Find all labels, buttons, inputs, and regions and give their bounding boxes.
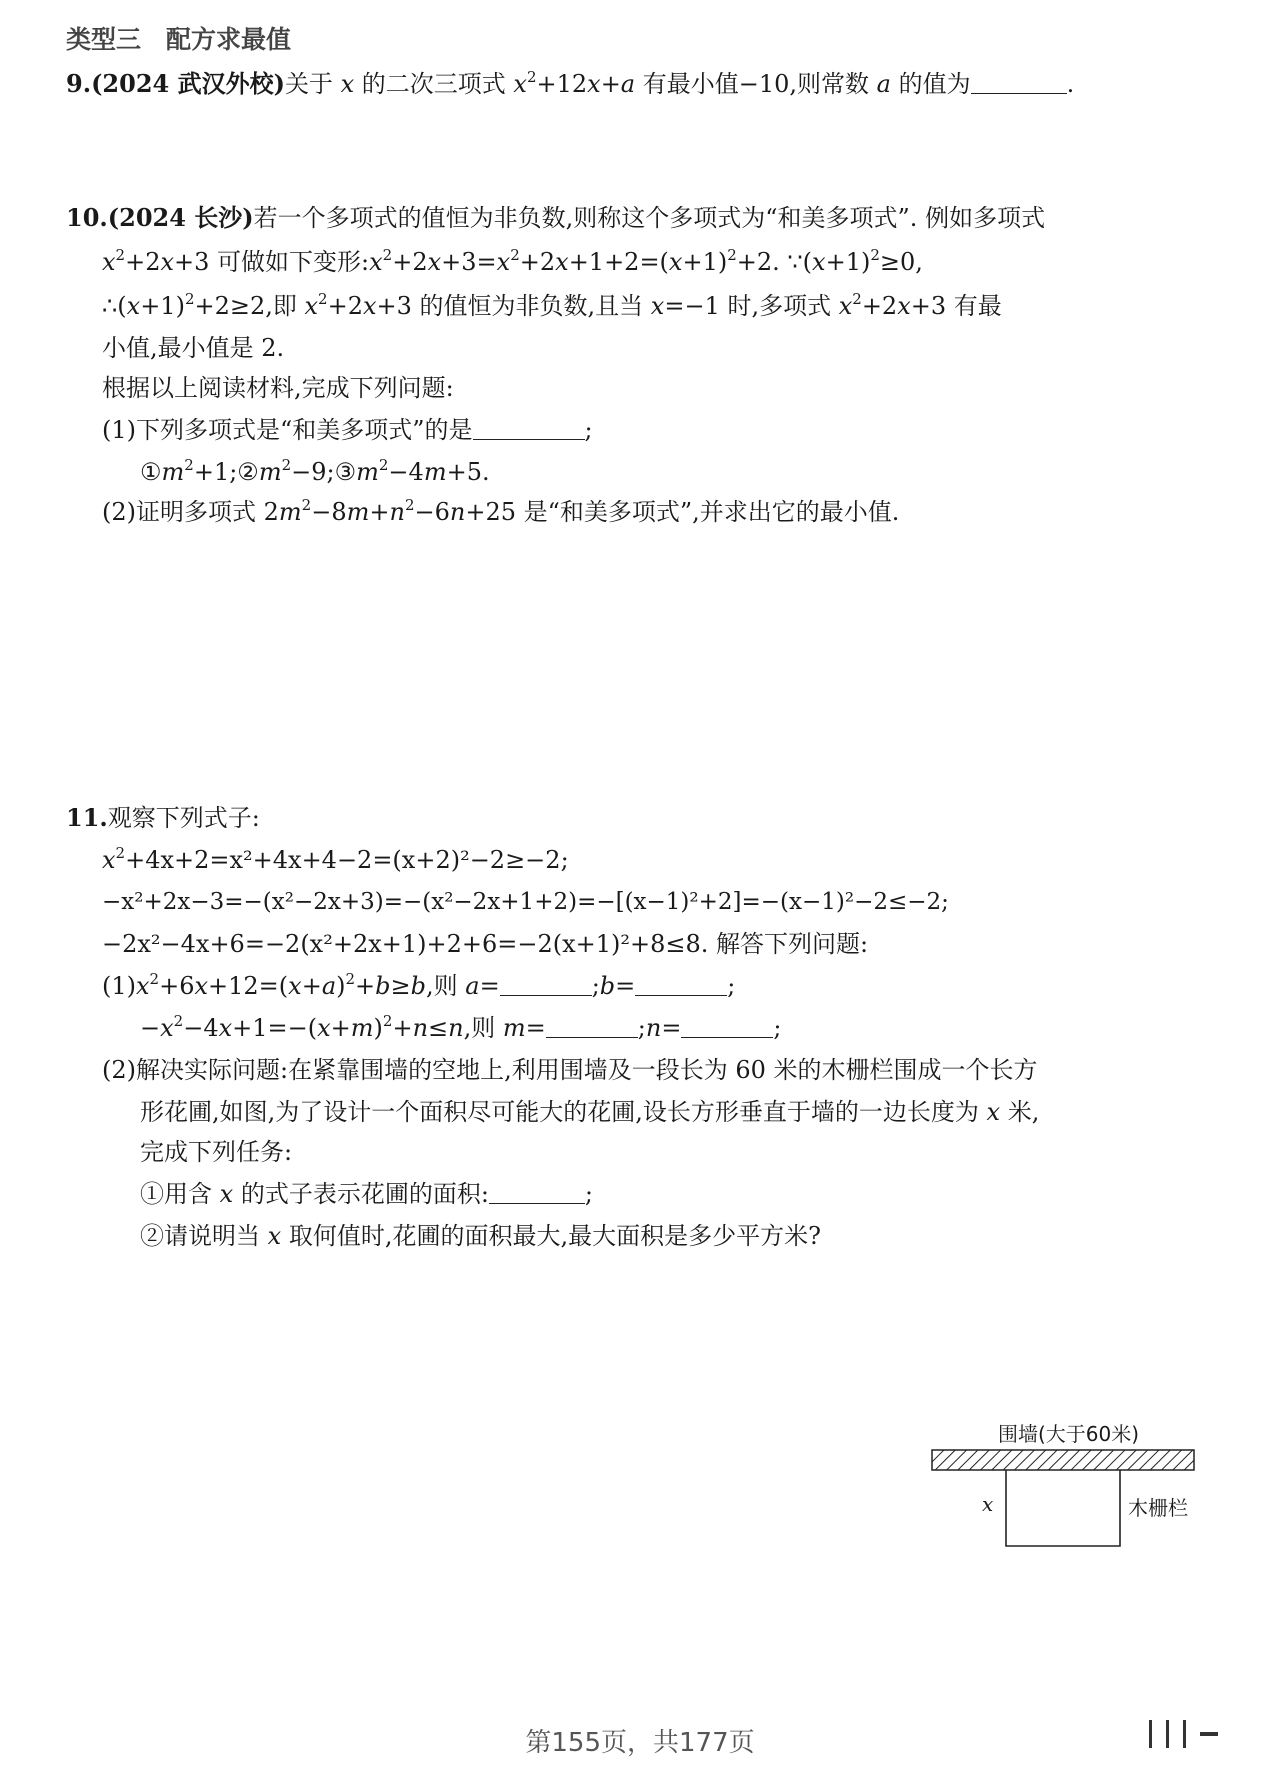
text: +1+2=(	[568, 248, 669, 276]
var-x: x	[126, 292, 141, 320]
text: ;	[584, 416, 593, 444]
question-9	[66, 66, 1074, 102]
text: +	[355, 972, 376, 1000]
var-x: x	[897, 292, 911, 320]
exponent: 2	[510, 246, 520, 264]
exponent: 2	[378, 456, 389, 474]
var-a: a	[465, 972, 480, 1000]
answer-blank-b[interactable]	[635, 973, 727, 996]
text: ②请说明当	[140, 1222, 268, 1250]
question-10-line-1	[66, 200, 1045, 236]
text: +	[600, 70, 621, 98]
text: −8	[311, 498, 347, 526]
exponent: 2	[115, 844, 126, 862]
exponent: 2	[382, 246, 393, 264]
text: −4	[388, 458, 424, 486]
var-x: x	[102, 846, 116, 874]
var-x: x	[362, 292, 377, 320]
text: ,则	[426, 972, 466, 1000]
text: +6	[159, 972, 195, 1000]
exponent: 2	[149, 970, 160, 988]
exponent: 2	[184, 290, 195, 308]
var-x: x	[838, 292, 853, 320]
fence-rectangle	[1006, 1470, 1120, 1546]
exponent: 2	[345, 970, 356, 988]
text: ①用含	[140, 1180, 220, 1208]
var-x: x	[160, 248, 175, 276]
exponent: 2	[318, 290, 328, 308]
var-x: x	[304, 292, 319, 320]
var-x: x	[587, 70, 601, 98]
garden-diagram	[930, 1418, 1200, 1558]
var-m: m	[161, 458, 185, 486]
var-x: x	[650, 292, 665, 320]
question-11-part-2-line-2	[140, 1094, 1039, 1130]
text: +1)	[140, 292, 185, 320]
text: +12=(	[208, 972, 289, 1000]
question-11-task-1	[140, 1176, 593, 1212]
text: 有最小值−10,则常数	[635, 70, 877, 98]
text: +	[369, 498, 390, 526]
question-11-example-2: −x²+2x−3=−(x²−2x+3)=−(x²−2x+1+2)=−[(x−1)²+2]=−(x−1)²−2≤−2;	[102, 889, 949, 915]
var-b: b	[410, 972, 427, 1000]
text: −4	[183, 1014, 219, 1042]
text: =	[661, 1014, 682, 1042]
var-n: n	[448, 1014, 464, 1042]
question-11-example-3: −2x²−4x+6=−2(x²+2x+1)+2+6=−2(x+1)²+8≤8. 解答下列问题:	[102, 930, 869, 958]
var-n: n	[645, 1014, 662, 1042]
var-b: b	[599, 972, 616, 1000]
var-m: m	[346, 498, 370, 526]
var-m: m	[356, 458, 379, 486]
text: ≥	[390, 972, 411, 1000]
text: )	[336, 972, 346, 1000]
question-number: 11.	[66, 803, 108, 832]
question-source: (2024 武汉外校)	[91, 69, 285, 98]
text: ;	[727, 972, 736, 1000]
var-x: x	[555, 248, 569, 276]
exponent: 2	[301, 496, 312, 514]
question-number: 10.	[66, 203, 108, 232]
exponent: 2	[281, 456, 292, 474]
question-10-part-1	[102, 412, 593, 448]
text: 取何值时,花圃的面积最大,最大面积是多少平方米?	[281, 1222, 821, 1250]
question-source: (2024 长沙)	[107, 203, 254, 232]
wall-hatch	[932, 1450, 1194, 1470]
text: +1)	[682, 248, 728, 276]
text: +2. ∵(	[736, 248, 813, 276]
var-n: n	[449, 498, 466, 526]
var-m: m	[350, 1014, 374, 1042]
var-a: a	[620, 70, 636, 98]
text: −6	[414, 498, 450, 526]
answer-blank[interactable]	[489, 1181, 585, 1204]
text: ①	[140, 458, 162, 486]
text: =	[525, 1014, 546, 1042]
var-x: x	[369, 248, 383, 276]
section-title: 类型三 配方求最值	[66, 25, 292, 54]
text: +5.	[446, 458, 490, 486]
var-x: x	[812, 248, 826, 276]
exponent: 2	[173, 1012, 184, 1030]
text: +2≥2,即	[194, 292, 305, 320]
text: 的二次三项式	[354, 70, 514, 98]
text: +1=−(	[232, 1014, 318, 1042]
var-a: a	[876, 70, 891, 98]
side-x-label: x	[982, 1492, 994, 1516]
text: =	[479, 972, 500, 1000]
text: +25 是“和美多项式”,并求出它的最小值.	[465, 498, 900, 526]
text: +3 有最	[910, 292, 1002, 320]
var-x: x	[668, 248, 683, 276]
corner-mark	[1166, 1720, 1169, 1748]
question-10-part-2	[102, 494, 899, 530]
text: ≤	[428, 1014, 449, 1042]
question-11-example-1	[102, 842, 569, 878]
question-10-instruction: 根据以上阅读材料,完成下列问题:	[102, 374, 454, 402]
exponent: 2	[727, 246, 737, 264]
text: (1)下列多项式是“和美多项式”的是	[102, 416, 473, 444]
text: 的值为	[890, 70, 971, 98]
answer-blank-a[interactable]	[500, 973, 592, 996]
text: ;	[591, 972, 600, 1000]
var-m: m	[278, 498, 302, 526]
exponent: 2	[184, 456, 194, 474]
page-indicator: 第155页，共177页	[525, 1728, 755, 1758]
question-10-line-4: 小值,最小值是 2.	[102, 334, 285, 362]
text: +3 的值恒为非负数,且当	[376, 292, 651, 320]
text: (2)证明多项式 2	[102, 498, 279, 526]
text: ;	[637, 1014, 646, 1042]
text: +12	[536, 70, 588, 98]
text: +2	[392, 248, 428, 276]
var-x: x	[219, 1180, 234, 1208]
var-x: x	[267, 1222, 282, 1250]
text: 若一个多项式的值恒为非负数,则称这个多项式为“和美多项式”. 例如多项式	[253, 204, 1046, 232]
text: −9;③	[291, 458, 357, 486]
var-x: x	[218, 1014, 233, 1042]
fence-label: 木栅栏	[1128, 1496, 1188, 1520]
text: .	[1066, 70, 1075, 98]
var-x: x	[102, 248, 116, 276]
text: 的式子表示花圃的面积:	[233, 1180, 489, 1208]
text: +1;②	[193, 458, 259, 486]
var-x: x	[288, 972, 302, 1000]
text: +3=	[441, 248, 497, 276]
text: ,则	[463, 1014, 503, 1042]
text: +	[330, 1014, 351, 1042]
text: +1)	[825, 248, 871, 276]
var-n: n	[389, 498, 405, 526]
var-m: m	[502, 1014, 526, 1042]
corner-mark	[1183, 1720, 1186, 1748]
text: ;	[584, 1180, 593, 1208]
var-x: x	[513, 70, 527, 98]
question-11-part-1-a	[102, 968, 735, 1004]
question-11-intro	[66, 800, 260, 836]
text: +2	[125, 248, 161, 276]
text: +2	[861, 292, 898, 320]
text: 形花圃,如图,为了设计一个面积尽可能大的花圃,设长方形垂直于墙的一边长度为	[140, 1098, 987, 1126]
text: (1)	[102, 972, 136, 1000]
question-10-options	[140, 454, 490, 490]
question-11-task-2	[140, 1218, 821, 1254]
exponent: 2	[382, 1012, 393, 1030]
question-11-part-2-line-1: (2)解决实际问题:在紧靠围墙的空地上,利用围墙及一段长为 60 米的木栅栏围成一个长方	[102, 1056, 1038, 1084]
text: 观察下列式子:	[107, 804, 260, 832]
exponent: 2	[870, 246, 880, 264]
var-x: x	[194, 972, 209, 1000]
exponent: 2	[115, 246, 126, 264]
answer-blank-m[interactable]	[546, 1015, 638, 1038]
var-x: x	[427, 248, 442, 276]
text: +2	[327, 292, 363, 320]
text: +4x+2=x²+4x+4−2=(x+2)²−2≥−2;	[125, 846, 569, 874]
question-10-line-3	[102, 288, 1002, 324]
text: ≥0,	[879, 248, 923, 276]
text: =	[615, 972, 636, 1000]
var-x: x	[340, 70, 355, 98]
answer-blank-n[interactable]	[681, 1015, 773, 1038]
var-m: m	[423, 458, 447, 486]
corner-mark	[1200, 1732, 1218, 1736]
question-11-part-1-b	[140, 1010, 782, 1046]
question-10-line-2	[102, 244, 923, 280]
text: 关于	[284, 70, 341, 98]
answer-blank[interactable]	[971, 71, 1067, 94]
exponent: 2	[526, 68, 537, 86]
wall-label: 围墙(大于60米)	[998, 1422, 1140, 1446]
question-number: 9.	[66, 69, 92, 98]
var-b: b	[375, 972, 391, 1000]
var-x: x	[136, 972, 150, 1000]
question-11-part-2-line-3: 完成下列任务:	[140, 1138, 293, 1166]
exponent: 2	[852, 290, 862, 308]
var-x: x	[317, 1014, 331, 1042]
var-m: m	[258, 458, 282, 486]
text: )	[373, 1014, 383, 1042]
var-x: x	[986, 1098, 1001, 1126]
text: 米,	[1000, 1098, 1040, 1126]
text: +	[301, 972, 322, 1000]
answer-blank[interactable]	[473, 417, 585, 440]
text: ∴(	[102, 292, 127, 320]
text: +3 可做如下变形:	[174, 248, 370, 276]
wall-fence-figure	[930, 1418, 1200, 1558]
corner-marks	[1149, 1720, 1218, 1748]
var-x: x	[160, 1014, 174, 1042]
exponent: 2	[404, 496, 415, 514]
text: ;	[773, 1014, 782, 1042]
text: +2	[519, 248, 556, 276]
text: −	[140, 1014, 161, 1042]
corner-mark	[1149, 1720, 1152, 1748]
var-n: n	[412, 1014, 429, 1042]
text: +	[392, 1014, 413, 1042]
text: =−1 时,多项式	[664, 292, 839, 320]
var-a: a	[321, 972, 337, 1000]
var-x: x	[496, 248, 511, 276]
